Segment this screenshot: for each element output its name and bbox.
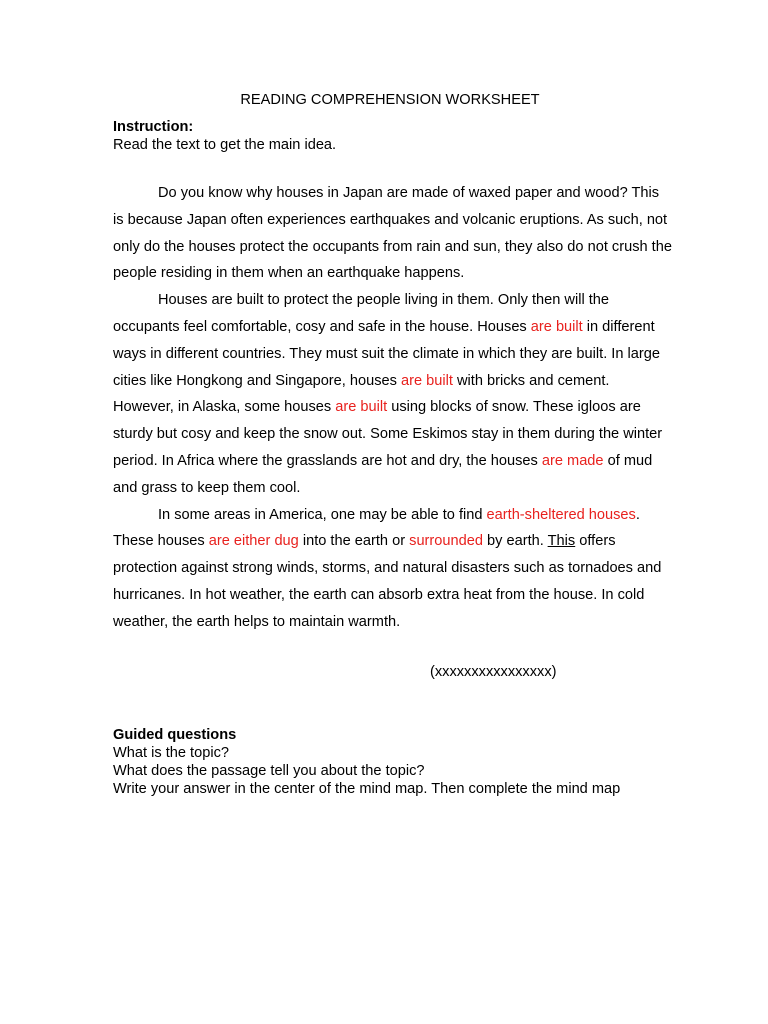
paragraph-3-text: into the earth or bbox=[298, 533, 410, 550]
paragraph-3-text: by earth. bbox=[482, 533, 548, 550]
paragraph-2-text: Houses are built to protect the people living in them. Only then will the occupants feel comfortable, cosy and safe in the house. Houses bbox=[113, 292, 610, 335]
paragraph-3-text: . These houses bbox=[113, 506, 640, 550]
paragraph-3-text: offers protection against strong winds, storms, and natural disasters such as tornadoes and hurricanes. In hot weather, the earth can absorb extra heat from the house. In cold weather, the earth helps to maintain warmth. bbox=[113, 533, 662, 630]
worksheet-title: READING COMPREHENSION WORKSHEET bbox=[240, 92, 540, 108]
guided-question-2: What does the passage tell you about the topic? bbox=[113, 763, 425, 779]
instruction-heading: Instruction: bbox=[113, 119, 194, 135]
paragraph-1: Do you know why houses in Japan are made of waxed paper and wood? This is because Japan often experiences earthquakes and volcanic eruptions. As such, not only do the houses protect the occupants from rain and sun, they also do not crush the people residing in them when an earthquake happens. bbox=[113, 185, 672, 282]
guided-questions bbox=[113, 726, 620, 798]
highlight-surrounded: surrounded bbox=[409, 533, 483, 550]
paragraph-2-text: using blocks of snow. These igloos are sturdy but cosy and keep the snow out. Some Eskimos stay in them during the winter period. In Africa where the grasslands are hot and dry, the houses bbox=[113, 399, 663, 469]
guided-question-1: What is the topic? bbox=[113, 745, 229, 761]
highlight-are-built-2: are built bbox=[401, 372, 453, 389]
highlight-are-made: are made bbox=[541, 452, 604, 469]
guided-questions-heading: Guided questions bbox=[113, 727, 237, 743]
highlight-are-built-3: are built bbox=[335, 399, 388, 416]
highlight-are-either-dug: are either dug bbox=[208, 533, 299, 550]
paragraph-2 bbox=[113, 287, 673, 501]
paragraph-3-text: In some areas in America, one may be able to find bbox=[158, 506, 487, 523]
paragraph-2-text: of mud and grass to keep them cool. bbox=[113, 452, 653, 496]
paragraph-2-text: in different ways in different countries. They must suit the climate in which they are built. In large cities like Hongkong and Singapore, houses bbox=[113, 318, 660, 389]
guided-question-3: Write your answer in the center of the mind map. Then complete the mind map bbox=[113, 781, 621, 797]
reading-passage bbox=[113, 180, 673, 636]
highlight-earth-sheltered-houses: earth-sheltered houses bbox=[486, 506, 636, 523]
author-placeholder: (xxxxxxxxxxxxxxxx) bbox=[430, 664, 557, 680]
instruction-text: Read the text to get the main idea. bbox=[113, 137, 337, 153]
highlight-are-built-1: are built bbox=[530, 318, 583, 335]
paragraph-3 bbox=[113, 502, 673, 636]
paragraph-2-text: with bricks and cement. However, in Alaska, some houses bbox=[113, 372, 610, 416]
underlined-this: This bbox=[547, 533, 576, 550]
